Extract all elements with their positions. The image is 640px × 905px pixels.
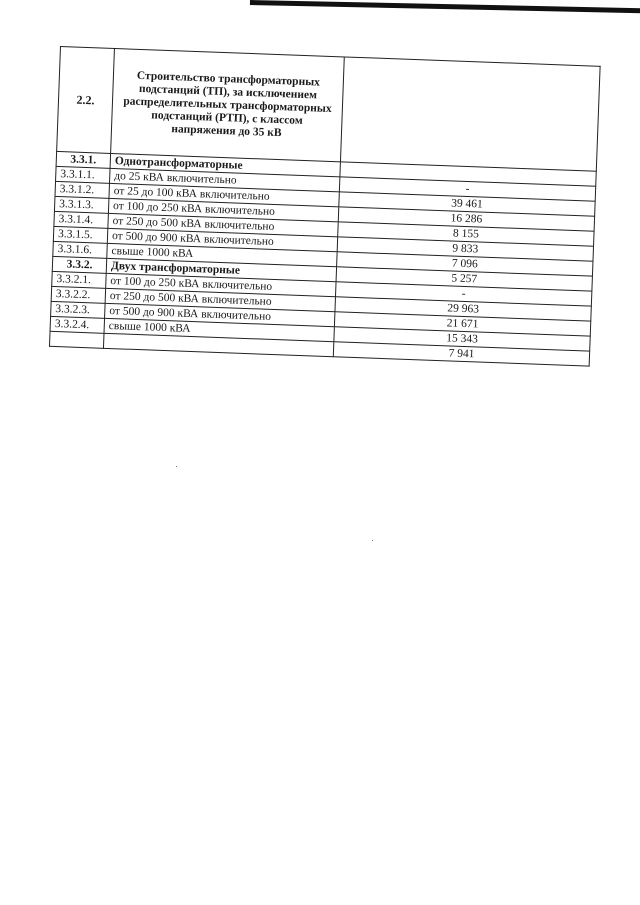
row-value-cell: 15 343 [334, 327, 590, 351]
row-value-cell: 39 461 [339, 192, 595, 216]
scan-speck [176, 466, 177, 467]
row-name-cell: свыше 1000 кВА [107, 243, 337, 266]
row-number-cell: 3.3.2.2. [51, 286, 106, 303]
row-number-cell: 3.3.1.6. [53, 241, 108, 258]
row-name-cell: Двух трансформаторные [106, 258, 336, 281]
row-number-cell: 3.3.1.1. [56, 166, 111, 183]
row-value-cell: - [335, 282, 591, 306]
row-number-cell: 3.3.2.1. [52, 271, 107, 288]
tariff-table-body [49, 47, 600, 367]
row-name-cell: от 250 до 500 кВА включительно [105, 288, 335, 311]
row-name-cell: свыше 1000 кВА [104, 318, 334, 341]
row-number-cell [49, 331, 104, 348]
row-name-cell: от 250 до 500 кВА включительно [108, 213, 338, 236]
row-value-cell: 9 833 [337, 237, 593, 261]
row-value-cell: - [339, 177, 595, 201]
table-header-row [57, 47, 600, 172]
header-title-cell: Строительство трансформаторных подстанций (ТП), за исключением распределительных трансформаторных подстанций (РТП), с классом напряжения до 35 кВ [111, 48, 345, 161]
header-value-cell [340, 57, 600, 171]
row-number-cell: 3.3.1.4. [54, 211, 109, 228]
row-number-cell: 3.3.1.3. [54, 196, 109, 213]
row-value-cell: 16 286 [338, 207, 594, 231]
row-number-cell: 3.3.1.5. [53, 226, 108, 243]
row-name-cell: Однотрансформаторные [110, 153, 340, 176]
row-value-cell: 7 941 [333, 342, 589, 366]
row-value-cell: 29 963 [335, 297, 591, 321]
row-name-cell: от 100 до 250 кВА включительно [106, 273, 336, 296]
row-value-cell: 7 096 [337, 252, 593, 276]
row-number-cell: 3.3.1. [56, 151, 111, 168]
row-number-cell: 3.3.2. [52, 256, 107, 273]
header-number-cell: 2.2. [57, 47, 115, 154]
row-number-cell: 3.3.1.2. [55, 181, 110, 198]
scan-speck [372, 540, 373, 541]
tariff-table [49, 46, 601, 367]
document-page [49, 46, 600, 367]
row-name-cell: от 500 до 900 кВА включительно [105, 303, 335, 326]
row-name-cell: от 100 до 250 кВА включительно [108, 198, 338, 221]
row-name-cell: до 25 кВА включительно [109, 168, 339, 191]
row-number-cell: 3.3.2.4. [50, 316, 105, 333]
row-name-cell: от 25 до 100 кВА включительно [109, 183, 339, 206]
row-name-cell: от 500 до 900 кВА включительно [107, 228, 337, 251]
scan-edge-shadow [250, 0, 640, 13]
row-value-cell: 5 257 [336, 267, 592, 291]
row-value-cell: 8 155 [338, 222, 594, 246]
row-number-cell: 3.3.2.3. [51, 301, 106, 318]
row-value-cell: 21 671 [334, 312, 590, 336]
